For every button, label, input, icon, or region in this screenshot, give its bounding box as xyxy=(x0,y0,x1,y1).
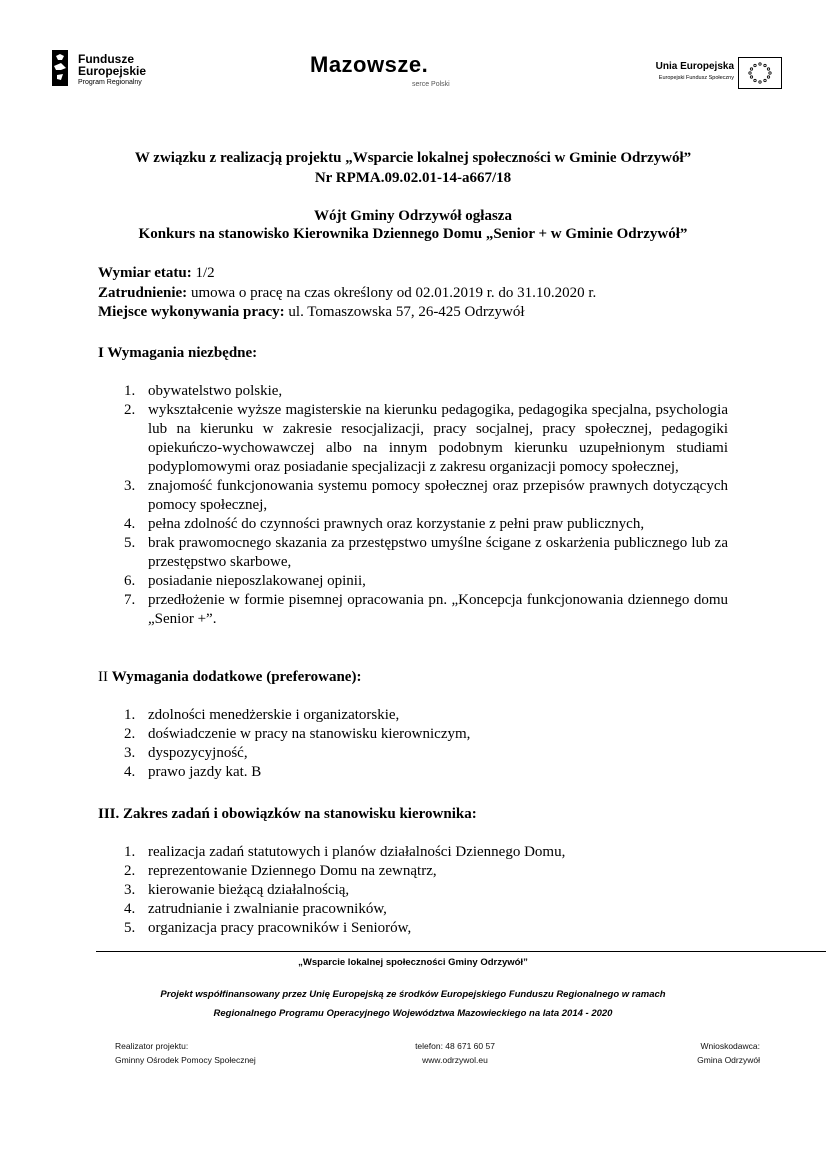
footer-realizator xyxy=(115,1039,256,1067)
footer-project-title: „Wsparcie lokalnej społeczności Gminy Odrzywół” xyxy=(298,957,528,968)
mazowsze-logo xyxy=(310,52,470,92)
detail-label: Wymiar etatu: xyxy=(98,265,192,281)
list-item: 2. doświadczenie w pracy na stanowisku kierowniczym, xyxy=(124,726,471,742)
footer-applicant-name: Gmina Odrzywół xyxy=(697,1055,760,1065)
list-item: 4. zatrudnianie i zwalnianie pracowników, xyxy=(124,901,387,917)
list-item-text: dyspozycyjność, xyxy=(148,745,248,761)
list-item: 2. reprezentowanie Dziennego Domu na zewnątrz, xyxy=(124,863,437,879)
section-2-title: Wymagania dodatkowe (preferowane): xyxy=(111,669,362,685)
detail-label: Zatrudnienie: xyxy=(98,285,188,301)
detail-label: Miejsce wykonywania pracy: xyxy=(98,304,285,320)
unia-europejska-logo xyxy=(620,57,784,91)
section-3-list xyxy=(98,843,728,938)
footer-phone: telefon: 48 671 60 57 xyxy=(415,1041,495,1051)
list-item: 5. organizacja pracy pracowników i Seniorów, xyxy=(124,920,412,936)
fe-line3: Program Regionalny xyxy=(78,79,142,86)
section-2-prefix: II xyxy=(98,669,112,685)
detail-value: ul. Tomaszowska 57, 26-425 Odrzywół xyxy=(284,304,525,320)
eu-flag-icon xyxy=(738,57,782,89)
section-3-heading: III. Zakres zadań i obowiązków na stanowisku kierownika: xyxy=(98,806,477,822)
list-item: 2. wykształcenie wyższe magisterskie na kierunku pedagogika, pedagogika specjalna, psychologia lub na kierunku w zakresie resocjalizacji, pracy socjalnej, pracy społecznej, pedagogiki opiekuńczo-wychowawczej albo na innym podobnym kierunku uzupełnionym studiami podyplomowymi oraz posiadanie specjalizacji z zakresu organizacji pomocy społecznej, xyxy=(124,402,728,475)
detail-wymiar xyxy=(98,264,215,282)
list-item-text: organizacja pracy pracowników i Seniorów, xyxy=(148,920,412,936)
fe-line2: Europejskie xyxy=(78,64,147,78)
list-item: 6. posiadanie nieposzlakowanej opinii, xyxy=(124,573,366,589)
footer-realizator-name: Gminny Ośrodek Pomocy Społecznej xyxy=(115,1055,256,1065)
list-item: 3. znajomość funkcjonowania systemu pomocy społecznej oraz przepisów prawnych dotyczących pomocy społecznej, xyxy=(124,478,728,513)
mazowsze-tagline: serce Polski xyxy=(412,81,450,88)
section-1-list xyxy=(98,382,728,629)
list-item-text: zatrudnianie i zwalnianie pracowników, xyxy=(148,901,387,917)
fundusze-europejskie-icon xyxy=(48,48,72,88)
list-item-text: pełna zdolność do czynności prawnych oraz korzystanie z pełni praw publicznych, xyxy=(148,516,645,532)
list-item: 1. realizacja zadań statutowych i planów działalności Dziennego Domu, xyxy=(124,844,566,860)
detail-value: umowa o pracę na czas określony od 02.01.2019 r. do 31.10.2020 r. xyxy=(187,285,597,301)
list-item-text: posiadanie nieposzlakowanej opinii, xyxy=(148,573,366,589)
list-item: 5. brak prawomocnego skazania za przestępstwo umyślne ścigane z oskarżenia publicznego lub za przestępstwo skarbowe, xyxy=(124,535,728,570)
list-item: 3. kierowanie bieżącą działalnością, xyxy=(124,882,350,898)
list-item-text: kierowanie bieżącą działalnością, xyxy=(148,882,350,898)
title-line-1: W związku z realizacją projektu „Wsparcie lokalnej społeczności w Gminie Odrzywół” xyxy=(134,150,692,166)
footer-cofinance-line-1: Projekt współfinansowany przez Unię Europejską ze środków Europejskiego Funduszu Regionalnego w ramach xyxy=(160,989,666,1000)
footer-website: www.odrzywol.eu xyxy=(422,1055,488,1065)
detail-miejsce xyxy=(98,303,525,321)
title-line-2: Nr RPMA.09.02.01-14-a667/18 xyxy=(314,170,512,186)
footer-applicant xyxy=(640,1039,760,1067)
list-item: 7. przedłożenie w formie pisemnej opracowania pn. „Koncepcja funkcjonowania dziennego domu „Senior +”. xyxy=(124,592,728,627)
list-item-text: brak prawomocnego skazania za przestępstwo umyślne ścigane z oskarżenia publicznego lub za przestępstwo skarbowe, xyxy=(148,535,728,570)
title-line-4: Konkurs na stanowisko Kierownika Dziennego Domu „Senior + w Gminie Odrzywół” xyxy=(138,226,688,242)
footer-divider xyxy=(96,951,826,952)
list-item: 1. obywatelstwo polskie, xyxy=(124,383,283,399)
list-item-text: znajomość funkcjonowania systemu pomocy społecznej oraz przepisów prawnych dotyczących pomocy społecznej, xyxy=(148,478,728,513)
list-item-text: zdolności menedżerskie i organizatorskie, xyxy=(148,707,400,723)
list-item: 3. dyspozycyjność, xyxy=(124,745,248,761)
list-item-text: prawo jazdy kat. B xyxy=(148,764,262,780)
detail-value: 1/2 xyxy=(191,265,215,281)
list-item-text: przedłożenie w formie pisemnej opracowania pn. „Koncepcja funkcjonowania dziennego domu „Senior +”. xyxy=(148,592,728,627)
footer-applicant-label: Wnioskodawca: xyxy=(700,1041,760,1051)
footer-contact xyxy=(400,1039,510,1067)
detail-zatrudnienie xyxy=(98,284,596,302)
ue-line1: Unia Europejska xyxy=(655,61,734,72)
list-item-text: obywatelstwo polskie, xyxy=(148,383,283,399)
section-1-heading: I Wymagania niezbędne: xyxy=(98,345,258,361)
section-2-list xyxy=(98,706,728,782)
list-item-text: doświadczenie w pracy na stanowisku kierowniczym, xyxy=(148,726,471,742)
fundusze-europejskie-logo xyxy=(48,48,168,94)
title-line-3: Wójt Gminy Odrzywół ogłasza xyxy=(314,208,512,224)
list-item-text: wykształcenie wyższe magisterskie na kierunku pedagogika, pedagogika specjalna, psychologia lub na kierunku w zakresie resocjalizacji, pracy socjalnej, pracy społecznej, pedagogiki opiekuńczo-wychowawczej albo na innym podobnym kierunku uzupełnionym studiami podyplomowymi oraz posiadanie specjalizacji z zakresu organizacji pomocy społecznej, xyxy=(148,402,728,475)
list-item: 4. prawo jazdy kat. B xyxy=(124,764,262,780)
footer-cofinance-line-2: Regionalnego Programu Operacyjnego Województwa Mazowieckiego na lata 2014 - 2020 xyxy=(213,1008,613,1019)
mazowsze-wordmark: Mazowsze. xyxy=(310,52,429,77)
list-item: 1. zdolności menedżerskie i organizatorskie, xyxy=(124,707,400,723)
list-item: 4. pełna zdolność do czynności prawnych oraz korzystanie z pełni praw publicznych, xyxy=(124,516,645,532)
ue-line2: Europejski Fundusz Społeczny xyxy=(658,75,734,81)
list-item-text: realizacja zadań statutowych i planów działalności Dziennego Domu, xyxy=(148,844,566,860)
list-item-text: reprezentowanie Dziennego Domu na zewnątrz, xyxy=(148,863,437,879)
footer-realizator-label: Realizator projektu: xyxy=(115,1041,189,1051)
fe-line1: Fundusze xyxy=(78,52,134,66)
section-2-heading xyxy=(98,668,361,686)
